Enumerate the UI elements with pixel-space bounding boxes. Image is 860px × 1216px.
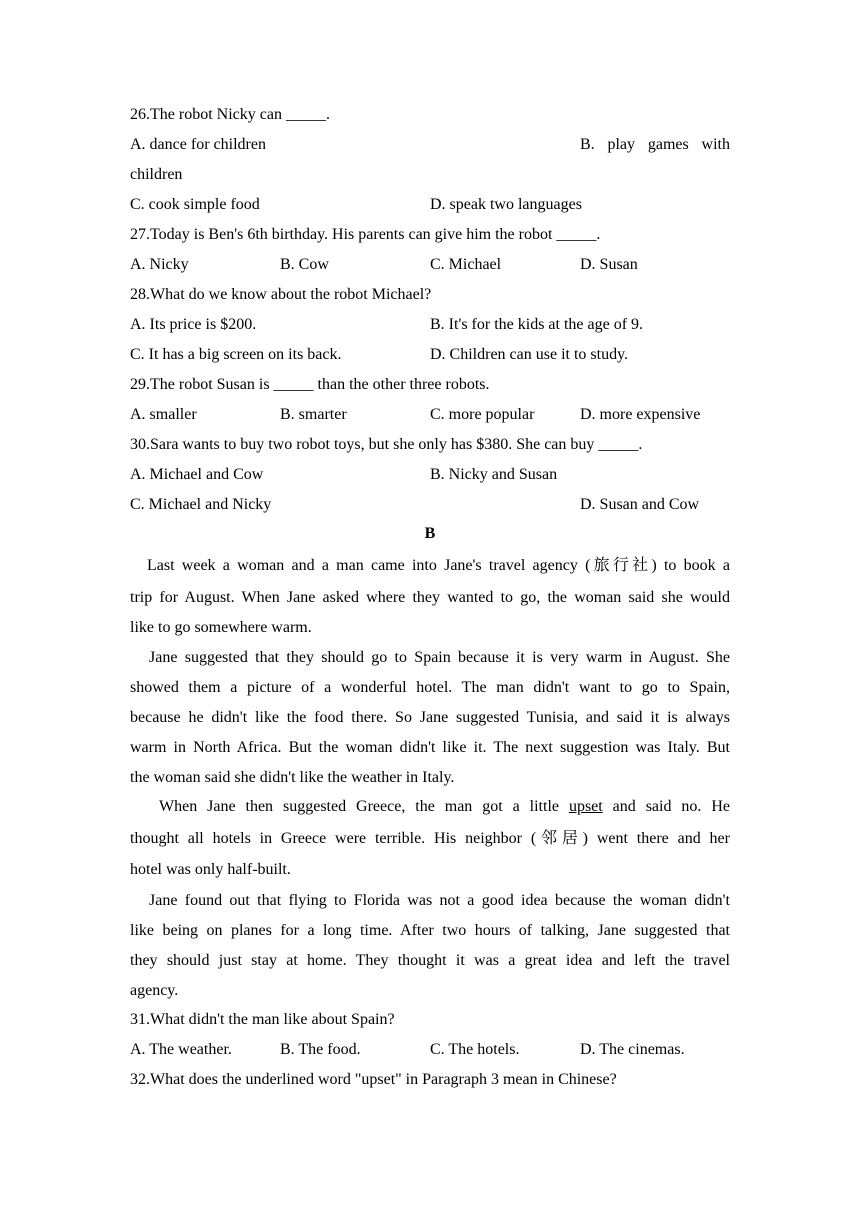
option-28-c: C. It has a big screen on its back.: [130, 346, 342, 363]
option-27-c: C. Michael: [430, 256, 502, 273]
question-28-stem: 28.What do we know about the robot Michael?: [130, 286, 432, 303]
question-32-stem: 32.What does the underlined word "upset" in Paragraph 3 mean in Chinese?: [130, 1071, 617, 1088]
passage-p2-line1-text: Jane suggested that they should go to Spain because it is very warm in August. She: [149, 649, 730, 666]
option-30-b: B. Nicky and Susan: [430, 466, 558, 483]
passage-p4-line2: like being on planes for a long time. After two hours of talking, Jane suggested that: [130, 922, 730, 939]
passage-p4-line3: they should just stay at home. They thought it was a great idea and left the travel: [130, 952, 730, 969]
passage-p3-line3: hotel was only half-built.: [130, 861, 291, 878]
option-26-b-text: B. play games with: [580, 136, 730, 153]
passage-p1-line1: [130, 556, 730, 576]
option-30-d: D. Susan and Cow: [580, 496, 700, 513]
passage-p2-line3: because he didn't like the food there. So Jane suggested Tunisia, and said it is always: [130, 709, 730, 726]
option-26-a: A. dance for children: [130, 136, 266, 153]
option-27-a: A. Nicky: [130, 256, 189, 273]
question-30-stem: 30.Sara wants to buy two robot toys, but she only has $380. She can buy _____.: [130, 436, 643, 453]
option-31-d: D. The cinemas.: [580, 1041, 685, 1058]
passage-p2-line2: showed them a picture of a wonderful hotel. The man didn't want to go to Spain,: [130, 679, 730, 696]
passage-p3-line2: thought all hotels in Greece were terrible. His neighbor (邻居) went there and her: [130, 830, 730, 847]
passage-p1-line3: like to go somewhere warm.: [130, 619, 312, 636]
option-31-b: B. The food.: [280, 1041, 361, 1058]
passage-p2-line5: the woman said she didn't like the weather in Italy.: [130, 769, 455, 786]
question-31-stem: 31.What didn't the man like about Spain?: [130, 1011, 395, 1028]
option-26-d: D. speak two languages: [430, 196, 582, 213]
option-26-b-continued: children: [130, 166, 183, 183]
question-26-stem: 26.The robot Nicky can _____.: [130, 106, 330, 123]
option-31-a: A. The weather.: [130, 1041, 232, 1058]
option-29-a: A. smaller: [130, 406, 197, 423]
passage-p2-line4: warm in North Africa. But the woman didn't like it. The next suggestion was Italy. But: [130, 739, 730, 756]
passage-p3-line1-after: and said no. He: [602, 798, 731, 815]
passage-p3-line1-before: When Jane then suggested Greece, the man got a little: [159, 798, 569, 815]
option-31-c: C. The hotels.: [430, 1041, 520, 1058]
underlined-word-upset: upset: [568, 798, 603, 815]
passage-p4-line1-text: Jane found out that flying to Florida was not a good idea because the woman didn't: [149, 892, 730, 909]
option-27-d: D. Susan: [580, 256, 638, 273]
option-28-a: A. Its price is $200.: [130, 316, 257, 333]
option-29-d: D. more expensive: [580, 406, 701, 423]
section-b-heading: B: [424, 525, 436, 542]
option-30-c: C. Michael and Nicky: [130, 496, 272, 513]
option-29-b: B. smarter: [280, 406, 347, 423]
question-27-stem: 27.Today is Ben's 6th birthday. His parents can give him the robot _____.: [130, 226, 601, 243]
option-28-b: B. It's for the kids at the age of 9.: [430, 316, 644, 333]
passage-p3-line1: [130, 797, 730, 817]
passage-p1-line2: trip for August. When Jane asked where they wanted to go, the woman said she would: [130, 589, 730, 606]
option-26-b: [580, 135, 730, 155]
question-29-stem: 29.The robot Susan is _____ than the other three robots.: [130, 376, 490, 393]
passage-p4-line1: [130, 891, 730, 911]
passage-p1-line1-text: Last week a woman and a man came into Jane's travel agency (旅行社) to book a: [147, 557, 730, 574]
option-28-d: D. Children can use it to study.: [430, 346, 629, 363]
passage-p4-line4: agency.: [130, 982, 179, 999]
option-30-a: A. Michael and Cow: [130, 466, 264, 483]
option-26-c: C. cook simple food: [130, 196, 260, 213]
passage-p2-line1: [130, 648, 730, 668]
option-29-c: C. more popular: [430, 406, 535, 423]
option-27-b: B. Cow: [280, 256, 329, 273]
